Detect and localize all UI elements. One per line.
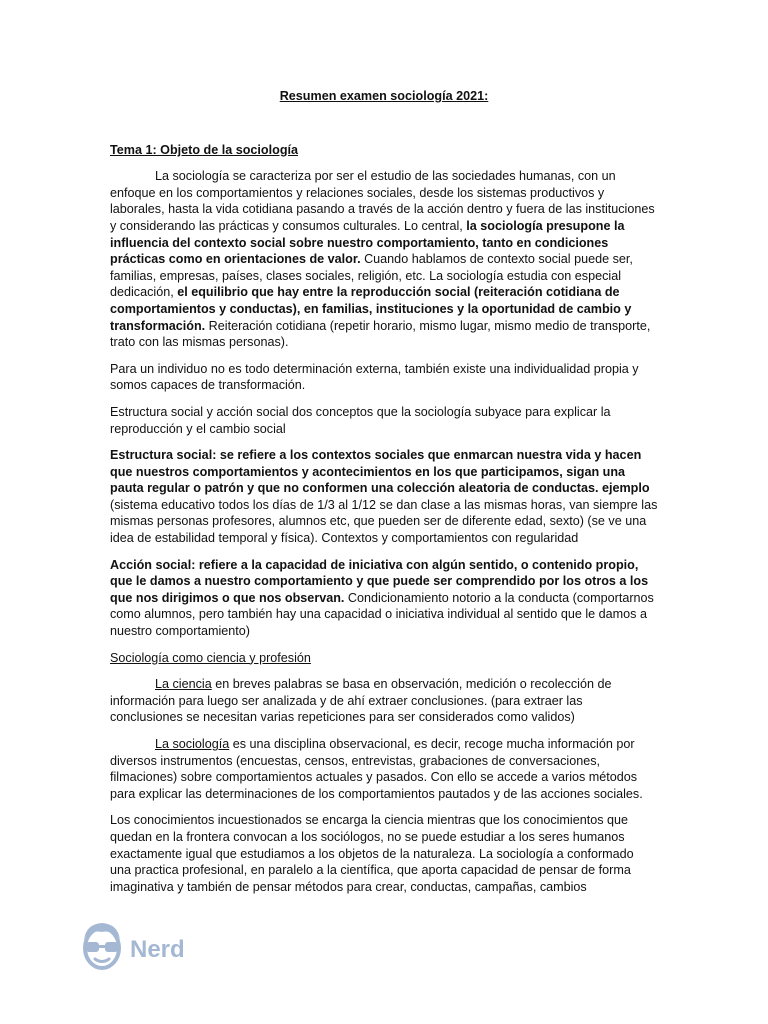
text-run: Cuando hablamos de contexto social puede ser, familias, empresas, países, clases sociales, religión, etc. La sociología estudia con especial dedicación, (110, 252, 633, 300)
document-page (110, 88, 658, 905)
text-run: la sociología presupone la influencia del contexto social sobre nuestro comportamiento, tanto en condiciones prácticas como en orientaciones de valor. (110, 218, 625, 267)
paragraph-conocimientos: Los conocimientos incuestionados se encarga la ciencia mientras que los conocimientos que quedan en la frontera convocan a los sociólogos, no se puede estudiar a los seres humanos exactamente igual que estudiamos a los objetos de la naturaleza. La sociología a conformado una practica profesional, en paralelo a la científica, que aporta capacidad de pensar de forma imaginativa y también de pensar métodos para crear, conductas, campañas, cambios (110, 813, 634, 894)
paragraph-estructura-social (110, 447, 658, 547)
text-run: La sociología (155, 737, 230, 751)
section-title-ciencia-profesion: Sociología como ciencia y profesión (110, 650, 311, 665)
nerd-watermark (78, 918, 198, 974)
text-run: es una disciplina observacional, es decir, recoge mucha información por diversos instrumentos (encuestas, censos, entrevistas, grabaciones de conversaciones, filmaciones) sobre comportamientos actuales y pasados. Con ello se accede a varios métodos para explicar las determinaciones de los comportamientos pautados y de las acciones sociales. (110, 737, 643, 801)
section-title-tema-1: Tema 1: Objeto de la sociología (110, 142, 299, 157)
document-title: Resumen examen sociología 2021: (279, 89, 489, 103)
text-run: Acción social: refiere a la capacidad de iniciativa con algún sentido, o contenido propio, que le damos a nuestro comportamiento y que puede ser comprendido por los otros a los que nos dirigimos o que nos observan. (110, 557, 649, 605)
paragraph-1 (110, 168, 658, 351)
text-run: Reiteración cotidiana (repetir horario, mismo lugar, mismo medio de transporte, trato con las mismas personas). (110, 318, 651, 350)
paragraph-3: Estructura social y acción social dos conceptos que la sociología subyace para explicar la reproducción y el cambio social (110, 404, 611, 436)
text-run: La ciencia (155, 677, 212, 692)
watermark-text: Nerd (130, 936, 185, 963)
text-run: Condicionamiento notorio a la conducta (comportarnos como alumnos, pero también hay una capacidad o iniciativa individual al sentido que le damos a nuestro comportamiento) (110, 590, 654, 639)
paragraph-accion-social (110, 557, 658, 640)
text-run: (sistema educativo todos los días de 1/3 al 1/12 se dan clase a las mismas horas, van siempre las mismas personas profesores, alumnos etc, que pueden ser de diferente edad, sexto) (se ve una idea de estabilidad temporal y física). Contextos y comportamientos con regularidad (110, 497, 658, 546)
text-run: en breves palabras se basa en observación, medición o recolección de información para luego ser analizada y de ahí extraer conclusiones. (para extraer las conclusiones se necesitan varias repeticiones para ser considerados como validos) (110, 677, 612, 725)
text-run: el equilibrio que hay entre la reproducción social (reiteración cotidiana de comportamientos y conductas), en familias, instituciones y la oportunidad de cambio y transformación. (110, 285, 632, 333)
paragraph-sociologia (110, 736, 658, 802)
nerd-face-icon (78, 918, 126, 974)
text-run: La sociología se caracteriza por ser el estudio de las sociedades humanas, con un enfoque en los comportamientos y relaciones sociales, desde los sistemas productivos y laborales, hasta la vida cotidiana pasando a través de la acción dentro y fuera de las instituciones y considerando las prácticas y consumos culturales. Lo central, (110, 169, 655, 233)
text-run: Estructura social: se refiere a los contextos sociales que enmarcan nuestra vida y hacen que nuestros comportamientos y acontecimientos en los que participamos, sigan una pauta regular o patrón y que no conformen una colección aleatoria de conductas. ejemplo (110, 448, 650, 496)
paragraph-ciencia (110, 676, 658, 726)
paragraph-2: Para un individuo no es todo determinación externa, también existe una individualidad propia y somos capaces de transformación. (110, 361, 639, 393)
